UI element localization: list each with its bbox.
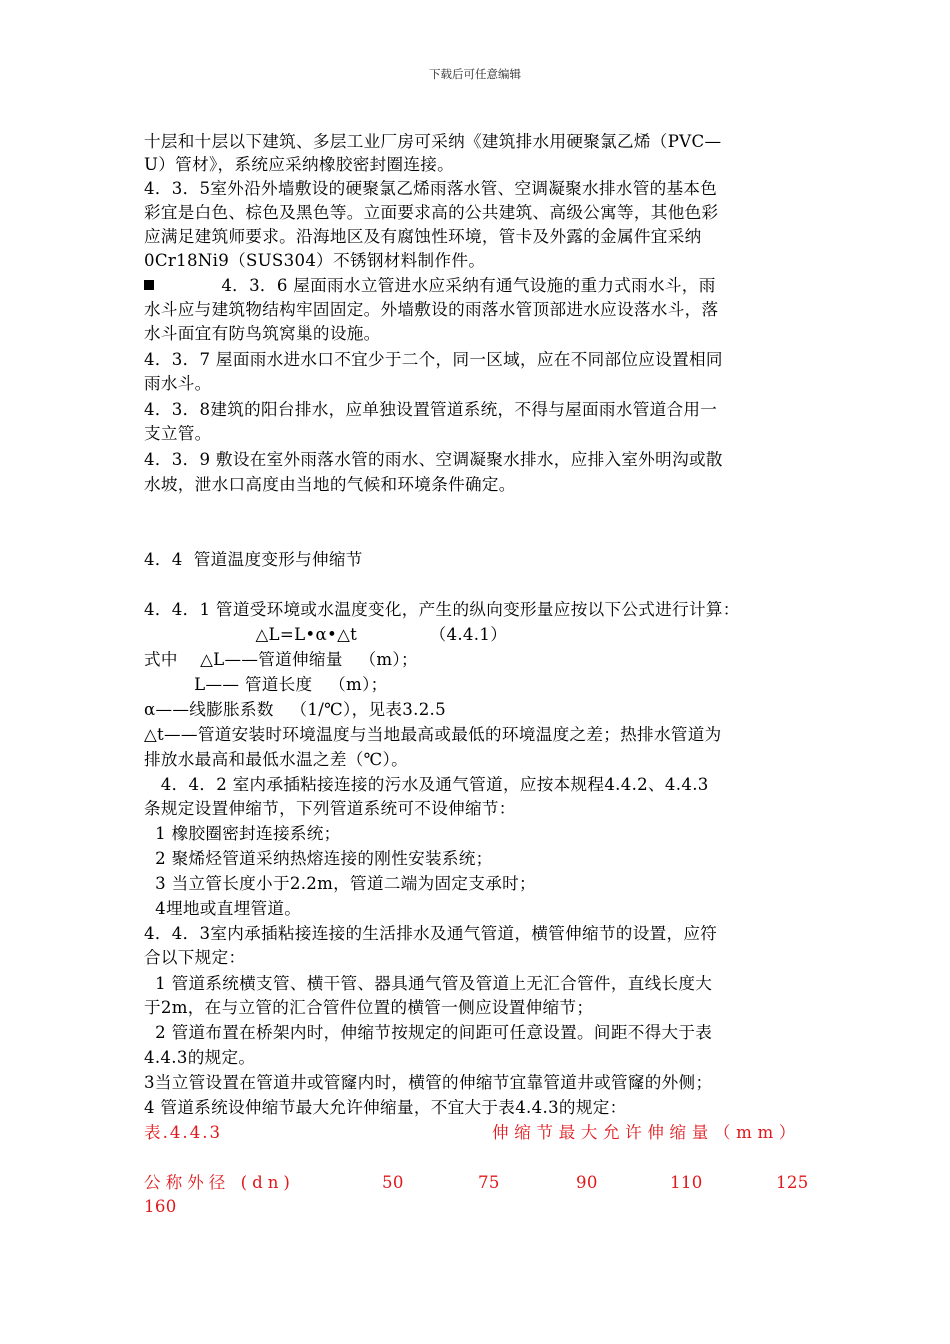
body-line: 十层和十层以下建筑、多层工业厂房可采纳《建筑排水用硬聚氯乙烯（PVC— <box>144 132 722 151</box>
body-line: 3当立管设置在管道井或管窿内时，横管的伸缩节宜靠管道井或管窿的外侧； <box>144 1073 713 1092</box>
list-item: 3 当立管长度小于2.2m，管道二端为固定支承时； <box>144 874 536 893</box>
list-item: 2 聚烯烃管道采纳热熔连接的刚性安装系统； <box>144 849 493 868</box>
body-line: 4.4.3的规定。 <box>144 1048 256 1067</box>
body-line: 4．4．1 管道受环境或水温度变化，产生的纵向变形量应按以下公式进行计算： <box>144 600 740 619</box>
body-line: 4．3．9 敷设在室外雨落水管的雨水、空调凝聚水排水，应排入室外明沟或散 <box>144 450 723 469</box>
body-line: L—— 管道长度 （m）； <box>144 675 388 694</box>
body-line: 4．4．2 室内承插粘接连接的污水及通气管道，应按本规程4.4.2、4.4.3 <box>144 775 709 794</box>
table-row-label: 公称外径 (dn) <box>144 1173 295 1192</box>
body-line: 4．3．5室外沿外墙敷设的硬聚氯乙烯雨落水管、空调凝聚水排水管的基本色 <box>144 179 718 198</box>
body-line: △t——管道安装时环境温度与当地最高或最低的环境温度之差；热排水管道为 <box>144 725 722 744</box>
body-line: 0Cr18Ni9（SUS304）不锈钢材料制作件。 <box>144 251 486 270</box>
list-item: 4埋地或直埋管道。 <box>144 899 302 918</box>
table-caption: 表.4.4.3 <box>144 1123 223 1142</box>
body-line: 于2m，在与立管的汇合管件位置的横管一侧应设置伸缩节； <box>144 998 594 1017</box>
table-title: 伸缩节最大允许伸缩量（mm） <box>492 1123 801 1142</box>
body-line: 式中 △L——管道伸缩量 （m）； <box>144 650 418 669</box>
body-line-bulleted <box>144 275 716 297</box>
body-line: 条规定设置伸缩节，下列管道系统可不设伸缩节： <box>144 799 516 818</box>
page-header: 下载后可任意编辑 <box>429 67 521 81</box>
body-line: 支立管。 <box>144 424 212 443</box>
body-line: 1 管道系统横支管、横干管、器具通气管及管道上无汇合管件，直线长度大 <box>144 974 713 993</box>
table-cell: 50 <box>382 1173 404 1192</box>
body-line: 4．4．3室内承插粘接连接的生活排水及通气管道，横管伸缩节的设置，应符 <box>144 924 718 943</box>
body-line: 应满足建筑师要求。沿海地区及有腐蚀性环境，管卡及外露的金属件宜采纳 <box>144 227 702 246</box>
table-cell: 125 <box>776 1173 809 1192</box>
body-line: 合以下规定： <box>144 948 246 967</box>
formula-line: △L=L•α•△t （4.4.1） <box>144 625 508 644</box>
list-item: 1 橡胶圈密封连接系统； <box>144 824 341 843</box>
body-line: 4．3．7 屋面雨水进水口不宜少于二个，同一区域，应在不同部位应设置相同 <box>144 350 723 369</box>
body-line: 水斗应与建筑物结构牢固固定。外墙敷设的雨落水管顶部进水应设落水斗，落 <box>144 300 719 319</box>
body-line: U）管材》，系统应采纳橡胶密封圈连接。 <box>144 155 455 174</box>
table-cell: 160 <box>144 1197 177 1216</box>
square-bullet-icon <box>144 280 154 290</box>
body-line: 2 管道布置在桥架内时，伸缩节按规定的间距可任意设置。间距不得大于表 <box>144 1023 713 1042</box>
body-line: α——线膨胀系数 （1/℃），见表3.2.5 <box>144 700 446 719</box>
table-cell: 75 <box>478 1173 500 1192</box>
body-line: 4．3．6 屋面雨水立管进水应采纳有通气设施的重力式雨水斗，雨 <box>160 276 716 295</box>
body-line: 水坡，泄水口高度由当地的气候和环境条件确定。 <box>144 475 516 494</box>
body-line: 排放水最高和最低水温之差（℃）。 <box>144 750 408 769</box>
table-cell: 90 <box>576 1173 598 1192</box>
body-line: 水斗面宜有防鸟筑窝巢的设施。 <box>144 324 381 343</box>
body-line: 4 管道系统设伸缩节最大允许伸缩量，不宜大于表4.4.3的规定： <box>144 1098 627 1117</box>
body-line: 彩宜是白色、棕色及黑色等。立面要求高的公共建筑、高级公寓等，其他色彩 <box>144 203 719 222</box>
section-heading: 4．4 管道温度变形与伸缩节 <box>144 550 363 569</box>
body-line: 4．3．8建筑的阳台排水，应单独设置管道系统，不得与屋面雨水管道合用一 <box>144 400 718 419</box>
body-line: 雨水斗。 <box>144 374 212 393</box>
table-cell: 110 <box>670 1173 703 1192</box>
